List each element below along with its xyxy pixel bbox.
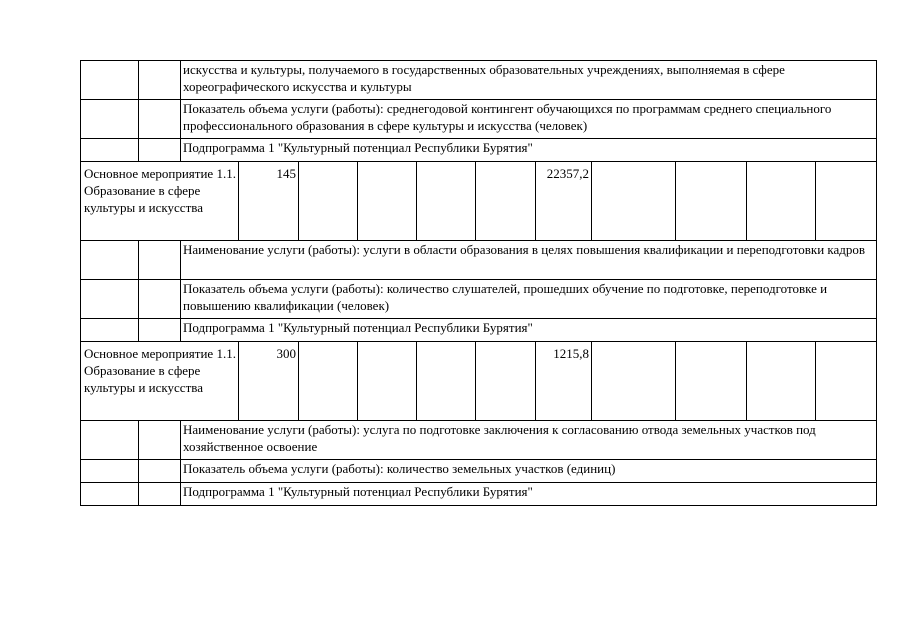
description-cell: искусства и культуры, получаемого в государственных образовательных учреждениях, выполняемая в сфере хореографического искусства и культуры (181, 61, 877, 100)
empty-cell (139, 421, 181, 460)
empty-cell (417, 162, 476, 241)
empty-cell (81, 460, 139, 483)
table-row (81, 139, 877, 162)
empty-cell (81, 421, 139, 460)
empty-cell (747, 162, 816, 241)
empty-cell (81, 241, 139, 280)
table-row (81, 162, 877, 241)
empty-cell (476, 162, 536, 241)
service-name-cell: Наименование услуги (работы): услуги в области образования в целях повышения квалификации и переподготовки кадров (181, 241, 877, 280)
table-row (81, 460, 877, 483)
empty-cell (476, 342, 536, 421)
table-row (81, 342, 877, 421)
volume-indicator-cell: Показатель объема услуги (работы): количество слушателей, прошедших обучение по подготовке, переподготовке и повышению квалификации (человек) (181, 280, 877, 319)
empty-cell (299, 162, 358, 241)
subprogram-cell: Подпрограмма 1 "Культурный потенциал Республики Бурятия" (181, 319, 877, 342)
volume-indicator-cell: Показатель объема услуги (работы): количество земельных участков (единиц) (181, 460, 877, 483)
subprogram-cell: Подпрограмма 1 "Культурный потенциал Республики Бурятия" (181, 483, 877, 506)
empty-cell (81, 280, 139, 319)
empty-cell (358, 342, 417, 421)
amount-cell: 22357,2 (536, 162, 592, 241)
service-name-cell: Наименование услуги (работы): услуга по подготовке заключения к согласованию отвода земельных участков под хозяйственное освоение (181, 421, 877, 460)
empty-cell (417, 342, 476, 421)
empty-cell (299, 342, 358, 421)
empty-cell (139, 241, 181, 280)
activity-name-cell: Основное мероприятие 1.1. Образование в сфере культуры и искусства (81, 162, 239, 241)
empty-cell (358, 162, 417, 241)
empty-cell (81, 139, 139, 162)
budget-table (80, 60, 877, 506)
empty-cell (139, 61, 181, 100)
volume-indicator-cell: Показатель объема услуги (работы): среднегодовой контингент обучающихся по программам среднего специального профессионального образования в сфере культуры и искусства (человек) (181, 100, 877, 139)
empty-cell (139, 319, 181, 342)
table-row (81, 319, 877, 342)
value-cell: 145 (239, 162, 299, 241)
empty-cell (592, 162, 676, 241)
empty-cell (139, 460, 181, 483)
table-row (81, 241, 877, 280)
table-row (81, 483, 877, 506)
empty-cell (139, 483, 181, 506)
subprogram-cell: Подпрограмма 1 "Культурный потенциал Республики Бурятия" (181, 139, 877, 162)
empty-cell (747, 342, 816, 421)
table-row (81, 280, 877, 319)
empty-cell (676, 342, 747, 421)
amount-cell: 1215,8 (536, 342, 592, 421)
empty-cell (81, 61, 139, 100)
empty-cell (676, 162, 747, 241)
empty-cell (81, 483, 139, 506)
value-cell: 300 (239, 342, 299, 421)
activity-name-cell: Основное мероприятие 1.1. Образование в сфере культуры и искусства (81, 342, 239, 421)
table-row (81, 421, 877, 460)
empty-cell (139, 280, 181, 319)
empty-cell (816, 342, 877, 421)
empty-cell (139, 139, 181, 162)
table-row (81, 61, 877, 100)
empty-cell (139, 100, 181, 139)
empty-cell (816, 162, 877, 241)
empty-cell (81, 100, 139, 139)
empty-cell (81, 319, 139, 342)
table-row (81, 100, 877, 139)
empty-cell (592, 342, 676, 421)
